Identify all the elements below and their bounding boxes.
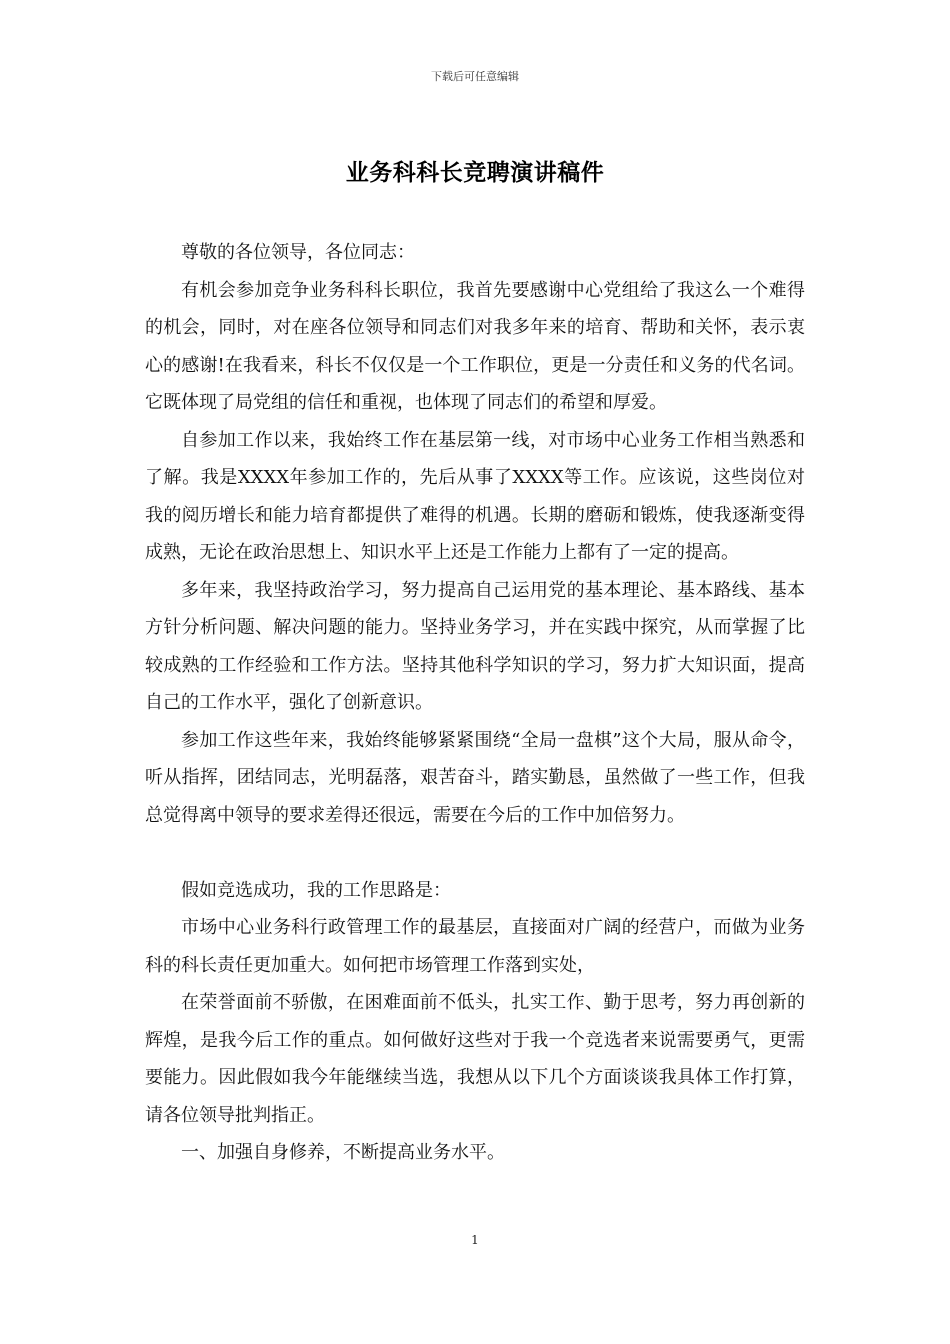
paragraph: 参加工作这些年来，我始终能够紧紧围绕“全局一盘棋”这个大局，服从命令，听从指挥，团结同志，光明磊落，艰苦奋斗，踏实勤恳，虽然做了一些工作，但我总觉得离中领导的要求差得还很远，需要在今后的工作中加倍努力。 — [145, 729, 805, 826]
paragraph: 自参加工作以来，我始终工作在基层第一线，对市场中心业务工作相当熟悉和了解。我是XXXX年参加工作的，先后从事了XXXX等工作。应该说，这些岗位对我的阅历增长和能力培育都提供了难得的机遇。长期的磨砺和锻炼，使我逐渐变得成熟，无论在政治思想上、知识水平上还是工作能力上都有了一定的提高。 — [145, 429, 805, 563]
paragraph: 假如竞选成功，我的工作思路是： — [181, 879, 451, 901]
paragraph-salutation: 尊敬的各位领导，各位同志： — [181, 242, 415, 263]
paragraph: 多年来，我坚持政治学习，努力提高自己运用党的基本理论、基本路线、基本方针分析问题、解决问题的能力。坚持业务学习，并在实践中探究，从而掌握了比较成熟的工作经验和工作方法。坚持其他科学知识的学习，努力扩大知识面，提高自己的工作水平，强化了创新意识。 — [145, 579, 805, 713]
header-note: 下载后可任意编辑 — [431, 70, 519, 83]
paragraph: 市场中心业务科行政管理工作的最基层，直接面对广阔的经营户，而做为业务科的科长责任更加重大。如何把市场管理工作落到实处， — [145, 917, 805, 976]
document-body — [145, 234, 805, 1172]
paragraph: 有机会参加竞争业务科科长职位，我首先要感谢中心党组给了我这么一个难得的机会，同时，对在座各位领导和同志们对我多年来的培育、帮助和关怀，表示衷心的感谢!在我看来，科长不仅仅是一个工作职位，更是一分责任和义务的代名词。它既体现了局党组的信任和重视，也体现了同志们的希望和厚爱。 — [145, 279, 805, 413]
section-heading: 一、加强自身修养，不断提高业务水平。 — [181, 1142, 505, 1163]
page-number: 1 — [471, 1233, 479, 1247]
document-title: 业务科科长竞聘演讲稿件 — [345, 159, 605, 186]
blank-line — [145, 834, 805, 872]
paragraph: 在荣誉面前不骄傲，在困难面前不低头，扎实工作、勤于思考，努力再创新的辉煌，是我今后工作的重点。如何做好这些对于我一个竞选者来说需要勇气，更需要能力。因此假如我今年能继续当选，我想从以下几个方面谈谈我具体工作打算，请各位领导批判指正。 — [145, 992, 805, 1126]
